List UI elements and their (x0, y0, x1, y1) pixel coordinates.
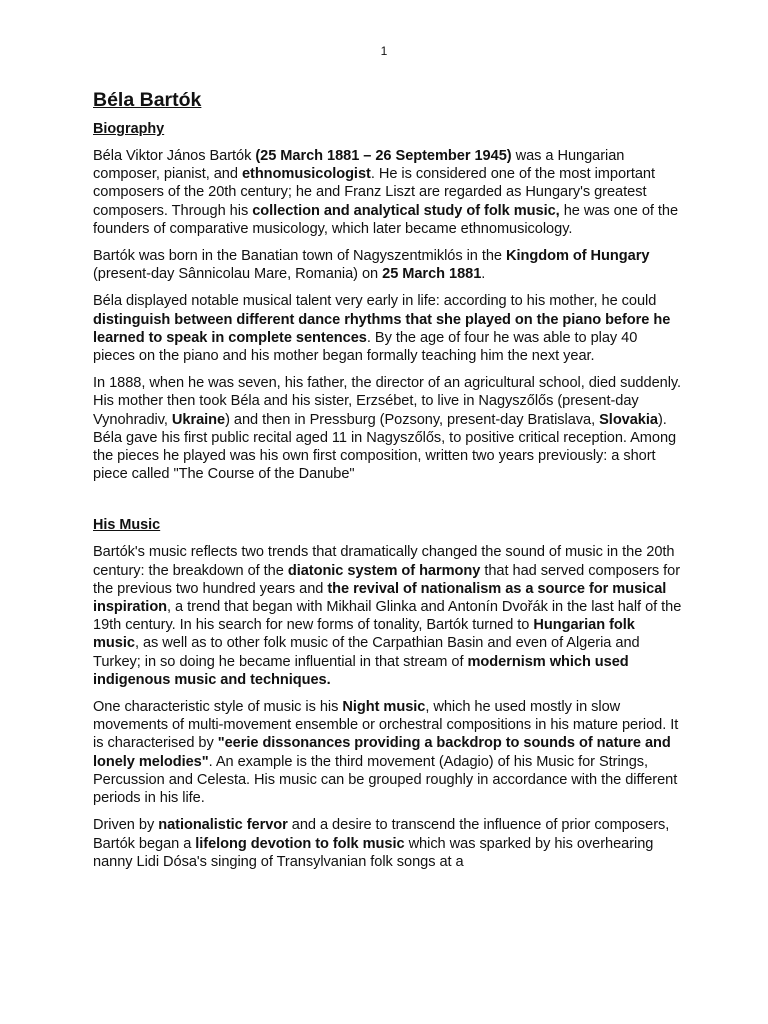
paragraph (93, 292, 683, 365)
document-title: Béla Bartók (93, 89, 202, 111)
document-body (93, 88, 683, 871)
text-run: Bartók's music reflects two trends that dramatically changed the sound of music in the 20th century: the breakdown of the (93, 544, 675, 579)
paragraph (93, 247, 683, 283)
bold-text-run: Kingdom of Hungary (506, 248, 650, 265)
section-heading-his-music: His Music (93, 517, 161, 534)
paragraph (93, 698, 683, 807)
page-number: 1 (380, 44, 388, 58)
bold-text-run: Night music (342, 699, 426, 716)
text-run: . By the age of four he was able to play 40 pieces on the piano and his mother began formally teaching him the next year. (93, 329, 638, 365)
text-run: . He is considered one of the most important composers of the 20th century; he and Franz Liszt are regarded as Hungary's greatest composers. Through his (93, 166, 655, 219)
bold-text-run: lifelong devotion to folk music (195, 835, 405, 852)
bold-text-run: Hungarian folk music (93, 617, 635, 652)
text-run: , which he used mostly in slow movements of multi-movement ensemble or orchestral compositions in his mature period. It is characterised by (93, 699, 679, 752)
text-run: Béla Viktor János Bartók (93, 148, 256, 164)
text-run: Béla displayed notable musical talent very early in life: according to his mother, he could (93, 293, 657, 310)
text-run: was a Hungarian composer, pianist, and (93, 148, 625, 183)
text-run: and a desire to transcend the influence of prior composers, Bartók began a (93, 817, 670, 852)
bold-text-run: (25 March 1881 – 26 September 1945) (255, 148, 512, 164)
bold-text-run: diatonic system of harmony (287, 562, 481, 579)
text-run: he was one of the founders of comparative musicology, which later became ethnomusicology. (93, 202, 679, 237)
text-run: ) and then in Pressburg (Pozsony, present-day Bratislava, (225, 411, 600, 428)
bold-text-run: collection and analytical study of folk music, (252, 202, 560, 219)
text-run: , a trend that began with Mikhail Glinka and Antonín Dvořák in the last half of the 19th century. In his search for new forms of tonality, Bartók turned to (93, 599, 682, 634)
text-run: , as well as to other folk music of the Carpathian Basin and even of Algeria and Turkey; in so doing he became influential in that stream of (93, 635, 640, 670)
paragraph (93, 147, 683, 238)
bold-text-run: ethnomusicologist (241, 166, 371, 183)
bold-text-run: modernism which used indigenous music and techniques. (93, 653, 629, 688)
bold-text-run: Ukraine (171, 411, 226, 428)
text-run: (present-day Sânnicolau Mare, Romania) on (93, 266, 383, 283)
text-run: . (481, 266, 486, 283)
text-run: that had served composers for the previous two hundred years and (93, 562, 681, 597)
bold-text-run: distinguish between different dance rhythms that she played on the piano before he learned to speak in complete sentences (93, 311, 671, 346)
paragraph (93, 816, 683, 871)
text-run: ). Béla gave his first public recital aged 11 in Nagyszőlős, to positive critical reception. Among the pieces he played was his own first composition, written two years previously: a short piece called "The Course of the Danube" (93, 411, 677, 483)
bold-text-run: "eerie dissonances providing a backdrop to sounds of nature and lonely melodies" (93, 735, 671, 770)
text-run: One characteristic style of music is his (93, 699, 343, 716)
text-run: which was sparked by his overhearing nanny Lidi Dósa's singing of Transylvanian folk songs at a (93, 835, 654, 870)
bold-text-run: Slovakia (599, 411, 658, 428)
section-heading-biography: Biography (93, 121, 165, 137)
bold-text-run: nationalistic fervor (158, 817, 288, 834)
text-run: In 1888, when he was seven, his father, the director of an agricultural school, died suddenly. His mother then took Béla and his sister, Erzsébet, to live in Nagyszőlős (present-day Vynohradiv, (93, 375, 682, 428)
text-run: Driven by (93, 817, 159, 834)
paragraph (93, 374, 683, 483)
paragraph (93, 543, 683, 689)
text-run: Bartók was born in the Banatian town of Nagyszentmiklós in the (93, 248, 506, 265)
bold-text-run: the revival of nationalism as a source for musical inspiration (93, 580, 667, 616)
bold-text-run: 25 March 1881 (382, 266, 482, 283)
text-run: . An example is the third movement (Adagio) of his Music for Strings, Percussion and Celesta. His music can be grouped roughly in accordance with the different periods in his life. (93, 753, 678, 807)
